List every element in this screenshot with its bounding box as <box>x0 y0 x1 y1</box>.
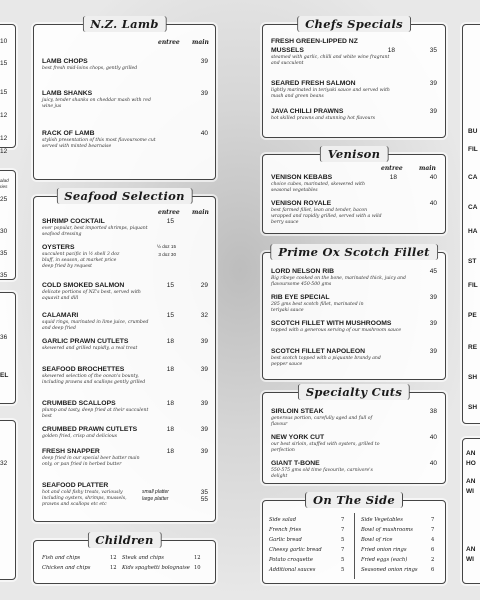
menu-item <box>42 337 157 352</box>
menu-item <box>42 399 154 420</box>
right-partial-item: ST <box>468 258 477 265</box>
item-desc: best farmed fillet, lean and tender, bacon wrapped and rapidly grilled, served with a wild berry sauce <box>271 208 382 225</box>
item-desc: best fresh mid-loins chops, gently grilled <box>42 66 138 71</box>
item-price-main: 38 <box>429 408 437 415</box>
right-partial-item: CA <box>468 204 478 211</box>
menu-item <box>271 433 381 454</box>
right-partial-item: WI <box>466 488 474 495</box>
item-desc: choice cubes, marinated, skewered with seasonal vegetables <box>271 182 365 193</box>
item-desc: hot and cold fishy treats, variously including oysters, shrimps, mussels, prawns and scallops etc etc <box>42 490 127 507</box>
item-price-main: 39 <box>200 448 208 455</box>
item-name: RACK OF LAMB <box>42 130 95 137</box>
item-name: NEW YORK CUT <box>271 434 325 441</box>
side-item-name: Cheesy garlic bread <box>269 547 322 553</box>
menu-item <box>271 173 381 194</box>
menu-item <box>271 459 381 480</box>
item-name: SEAFOOD PLATTER <box>42 482 109 489</box>
item-price-entree: ½ doz 15 3 doz 30 <box>157 244 176 257</box>
item-price-entree: 18 <box>166 400 174 407</box>
item-name: VENISON KEBABS <box>271 174 333 181</box>
menu-item <box>42 243 162 270</box>
item-price-main: 40 <box>429 200 437 207</box>
on-the-side-section <box>262 493 446 584</box>
item-desc: ever popular, best imported shrimps, piquant seafood dressing <box>42 226 148 237</box>
item-name: LAMB CHOPS <box>42 58 88 65</box>
nz-lamb-section <box>33 17 216 180</box>
left-price: 32 <box>0 460 8 467</box>
item-name: CRUMBED SCALLOPS <box>42 400 116 407</box>
item-price-entree: 18 <box>166 338 174 345</box>
item-price-main: 40 <box>200 130 208 137</box>
left-price: 12 <box>0 112 8 119</box>
item-price-main: 35 <box>429 47 437 54</box>
side-item-price: 4 <box>431 537 435 543</box>
right-partial-item: CA <box>468 174 478 181</box>
item-price-main: 39 <box>200 90 208 97</box>
item-price-main: 40 <box>429 460 437 467</box>
left-edge-text: EL <box>0 372 9 379</box>
item-price-main: 39 <box>200 366 208 373</box>
side-item-price: 7 <box>431 517 435 523</box>
side-item-price: 7 <box>431 527 435 533</box>
section-title: Chefs Specials <box>297 16 411 32</box>
item-price-main: 39 <box>200 58 208 65</box>
side-item-name: Fried onion rings <box>361 547 407 553</box>
menu-item <box>271 199 383 226</box>
item-desc: hot skilled prawns and stunning hot flavours <box>271 116 375 121</box>
left-price: 12 <box>0 135 8 142</box>
item-name: CRUMBED PRAWN CUTLETS <box>42 426 138 433</box>
item-price-main: 39 <box>429 294 437 301</box>
item-name: COLD SMOKED SALMON <box>42 282 125 289</box>
specialty-cuts-section <box>262 385 446 484</box>
seafood-section <box>33 189 216 522</box>
chefs-specials-section <box>262 17 446 138</box>
right-partial-panel <box>462 24 480 424</box>
right-partial-item: BU <box>468 128 478 135</box>
left-price: 35 <box>0 250 8 257</box>
item-price-main: 39 <box>200 426 208 433</box>
left-price: 25 <box>0 196 8 203</box>
menu-item <box>42 281 157 302</box>
item-desc: 550-575 gms old time favourite, carnivore's delight <box>271 468 373 479</box>
menu-item <box>42 481 142 508</box>
item-name: RIB EYE SPECIAL <box>271 294 330 301</box>
side-item-name: Additional sauces <box>269 567 316 573</box>
item-desc: juicy, tender shanks on cheddar mash with red wine jus <box>42 98 151 109</box>
right-partial-item: PE <box>468 312 477 319</box>
side-item-price: 5 <box>341 537 345 543</box>
item-desc: Big ribeye cooked on the bone, marinated thick, juicy and flavoursome 450-500 gms <box>271 276 406 287</box>
item-desc: deep fried in our special beer batter main only, or pan fried in herbed butter <box>42 456 140 467</box>
item-name: OYSTERS <box>42 244 75 251</box>
right-partial-item: WI <box>466 556 474 563</box>
col-entree: entree <box>381 165 403 172</box>
item-price-main: 32 <box>200 312 208 319</box>
left-price: 12 <box>0 148 8 155</box>
menu-item <box>42 447 142 468</box>
item-name: VENISON ROYALE <box>271 200 332 207</box>
item-price-main: 39 <box>429 320 437 327</box>
item-desc: best scotch topped with a piquante brandy and pepper sauce <box>271 356 381 367</box>
side-item-name: Garlic bread <box>269 537 302 543</box>
item-price-main: 39 <box>200 400 208 407</box>
left-price: 15 <box>0 60 8 67</box>
left-partial-panel-4 <box>0 420 16 580</box>
item-desc: topped with a generous serving of our mushroom sauce <box>271 328 402 333</box>
side-item-price: 7 <box>341 527 345 533</box>
child-item-price: 12 <box>194 555 201 561</box>
item-price-main: 40 <box>429 174 437 181</box>
item-desc: succulent pacific in ½ shell 3 doz bluff, in season, at market price deep fried by request <box>42 252 120 269</box>
left-price: 30 <box>0 228 8 235</box>
child-item-name: Fish and chips <box>42 555 81 561</box>
menu-item <box>271 293 381 314</box>
col-main: main <box>192 39 209 46</box>
right-partial-item: AN <box>466 450 476 457</box>
column-divider <box>354 513 355 579</box>
menu-item <box>42 129 162 150</box>
child-item-name: Chicken and chips <box>42 565 91 571</box>
left-price: 15 <box>0 89 8 96</box>
item-name: SCOTCH FILLET WITH MUSHROOMS <box>271 320 392 327</box>
side-item-name: Fried eggs (each) <box>361 557 408 563</box>
side-item-name: Side Vegetables <box>361 517 403 523</box>
item-price-main: 40 <box>429 434 437 441</box>
item-price-main: 35 55 <box>200 489 208 503</box>
venison-section <box>262 147 446 234</box>
menu-item <box>42 89 152 110</box>
section-title: Specialty Cuts <box>298 384 410 400</box>
child-item-name: Steak and chips <box>122 555 164 561</box>
side-item-name: Bowl of rice <box>361 537 393 543</box>
menu-item <box>271 319 411 334</box>
item-price-entree: 15 <box>166 312 174 319</box>
item-desc: 285 gms best scotch fillet, marinated in teriyaki sauce <box>271 302 364 313</box>
item-name: FRESH SNAPPER <box>42 448 100 455</box>
menu-item <box>42 425 160 440</box>
side-item-price: 5 <box>341 567 345 573</box>
item-price-entree: 18 <box>387 47 395 54</box>
section-title: Prime Ox Scotch Fillet <box>270 244 438 260</box>
left-edge-text: ries <box>0 184 8 189</box>
item-desc: steamed with garlic, chilli and white wine fragrant and succulent <box>271 55 390 66</box>
item-name: JAVA CHILLI PRAWNS <box>271 108 344 115</box>
left-price: 10 <box>0 38 8 45</box>
item-desc: generous portion, carefully aged and full of flavour <box>271 416 373 427</box>
section-title: Venison <box>320 146 389 162</box>
section-title: Children <box>87 532 161 548</box>
item-desc: delicate portions of NZ's best, served with aquavit and dill <box>42 290 141 301</box>
item-price-main: 29 <box>200 282 208 289</box>
section-title: On The Side <box>305 492 403 508</box>
item-price-label: small platter large platter <box>142 489 169 502</box>
right-partial-item: AN <box>466 546 476 553</box>
item-price-entree: 18 <box>389 174 397 181</box>
item-name: LAMB SHANKS <box>42 90 93 97</box>
item-price-main: 39 <box>200 338 208 345</box>
menu-item <box>271 107 381 122</box>
menu-item <box>42 57 192 72</box>
item-desc: stylish presentation of this most flavoursome cut served with minted bearnaise <box>42 138 156 149</box>
right-partial-item: HA <box>468 228 478 235</box>
right-partial-item: SH <box>468 404 478 411</box>
child-item-price: 12 <box>110 555 117 561</box>
section-title: N.Z. Lamb <box>82 16 166 32</box>
side-item-price: 2 <box>431 557 435 563</box>
item-desc: golden fried, crisp and delicious <box>42 434 118 439</box>
side-item-price: 6 <box>431 547 435 553</box>
item-price-entree: 15 <box>166 218 174 225</box>
right-partial-item: RE <box>468 344 478 351</box>
col-main: main <box>192 209 209 216</box>
item-price-entree: 18 <box>166 426 174 433</box>
item-name: LORD NELSON RIB <box>271 268 335 275</box>
item-desc: plump and tasty, deep fried at their succulent best <box>42 408 149 419</box>
side-item-price: 5 <box>341 557 345 563</box>
child-item-price: 10 <box>194 565 201 571</box>
item-price-entree: 18 <box>166 448 174 455</box>
side-item-price: 7 <box>341 547 345 553</box>
item-name: GIANT T-BONE <box>271 460 320 467</box>
side-item-name: Side salad <box>269 517 297 523</box>
left-price: 36 <box>0 334 8 341</box>
col-entree: entree <box>158 209 180 216</box>
item-name: SIRLOIN STEAK <box>271 408 324 415</box>
item-price-main: 39 <box>429 108 437 115</box>
section-title: Seafood Selection <box>56 188 193 204</box>
right-partial-item: HO <box>466 460 476 467</box>
menu-item <box>271 407 381 428</box>
item-desc: our best sirloin, stuffed with oysters, grilled to perfection <box>271 442 380 453</box>
prime-ox-section <box>262 245 446 380</box>
item-name: SEARED FRESH SALMON <box>271 80 356 87</box>
item-desc: lightly marinated in teriyaki sauce and served with mash and green beans <box>271 88 390 99</box>
children-section <box>33 533 216 584</box>
item-price-main: 45 <box>429 268 437 275</box>
col-entree: entree <box>158 39 180 46</box>
item-name: SEAFOOD BROCHETTES <box>42 366 125 373</box>
item-desc: skewered selection of the ocean's bounty, including prawns and scallops gently grilled <box>42 374 146 385</box>
item-name: FRESH GREEN-LIPPED NZ MUSSELS <box>271 38 358 54</box>
menu-item <box>42 311 154 332</box>
item-price-main: 39 <box>429 80 437 87</box>
item-price-entree: 18 <box>166 366 174 373</box>
item-name: CALAMARI <box>42 312 79 319</box>
item-name: SHRIMP COCKTAIL <box>42 218 105 225</box>
item-price-main: 39 <box>429 348 437 355</box>
left-edge-text: alad <box>0 178 9 183</box>
item-price-entree: 15 <box>166 282 174 289</box>
right-partial-item: FIL <box>468 146 478 153</box>
menu-item <box>271 267 411 288</box>
right-partial-item: SH <box>468 374 478 381</box>
side-item-name: Seasoned onion rings <box>361 567 418 573</box>
side-item-name: French fries <box>269 527 302 533</box>
menu-item <box>271 347 391 368</box>
item-name: GARLIC PRAWN CUTLETS <box>42 338 129 345</box>
side-item-name: Potato croquette <box>269 557 313 563</box>
side-item-name: Bowl of mushrooms <box>361 527 413 533</box>
side-item-price: 6 <box>431 567 435 573</box>
menu-item <box>271 79 401 100</box>
left-partial-panel-3 <box>0 292 16 404</box>
left-price: 35 <box>0 272 8 279</box>
menu-item <box>42 217 154 238</box>
col-main: main <box>419 165 436 172</box>
child-item-price: 12 <box>110 565 117 571</box>
child-item-name: Kids spaghetti bolognaise <box>122 565 190 571</box>
item-name: SCOTCH FILLET NAPOLEON <box>271 348 366 355</box>
menu-item <box>42 365 154 386</box>
side-item-price: 7 <box>341 517 345 523</box>
item-desc: squid rings, marinated in lime juice, crumbed and deep fried <box>42 320 149 331</box>
right-partial-item: AN <box>466 478 476 485</box>
item-desc: skewered and grilled rapidly, a real treat <box>42 346 138 351</box>
right-partial-item: FIL <box>468 282 478 289</box>
menu-item <box>271 37 391 67</box>
